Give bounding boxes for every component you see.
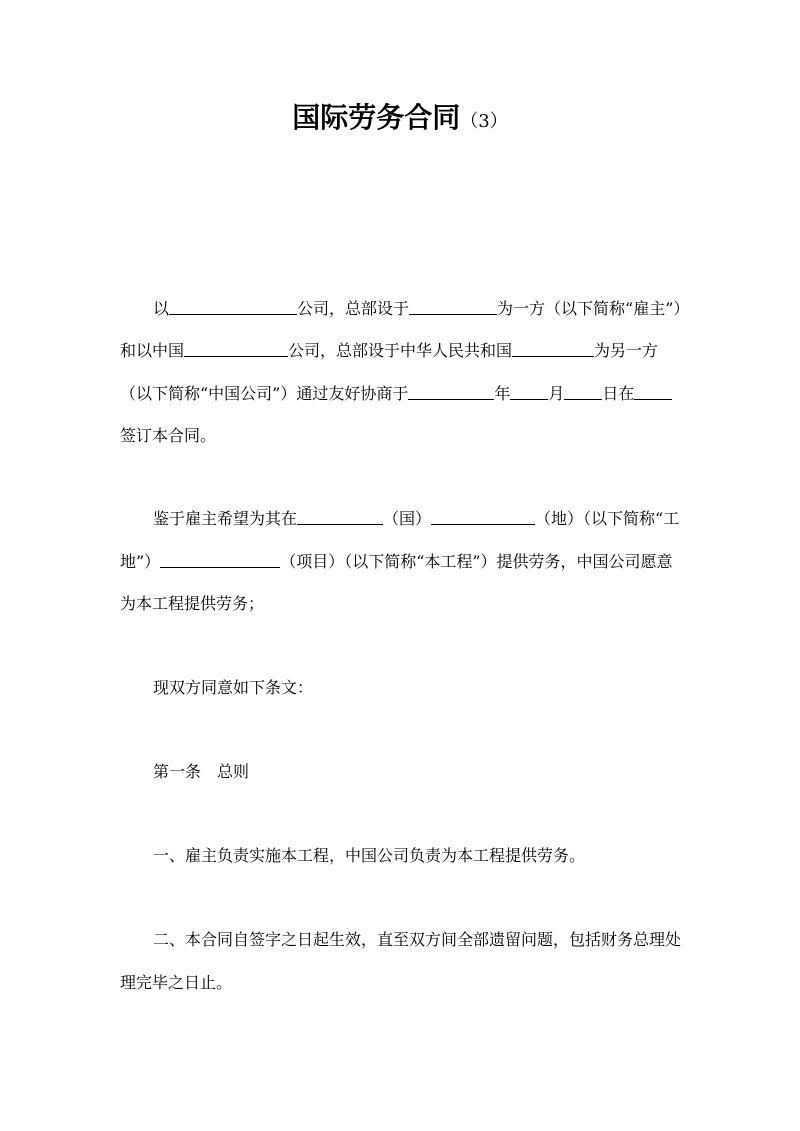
para3-line: 现双方同意如下条文： [153,678,314,697]
text-segment: 以 [153,299,170,318]
text-segment: 日在 [602,384,635,403]
text-segment: 和以中国 [120,341,185,360]
text-segment: 地”） [120,552,161,571]
para1-line3 [120,384,672,404]
blank-employer-company [169,300,297,315]
text-segment: 为一方（以下简称“雇主”） [497,299,690,318]
blank-country [297,510,383,525]
clause2-line2: 理完毕之日止。 [120,973,233,992]
document-title [0,96,800,136]
clause1-line: 一、雇主负责实施本工程，中国公司负责为本工程提供劳务。 [153,846,586,865]
text-segment: 鉴于雇主希望为其在 [153,509,298,528]
clause2-line1: 二、本合同自签字之日起生效，直至双方间全部遗留问题，包括财务总理处 [153,930,682,949]
text-segment: 年 [494,384,511,403]
blank-month [510,385,548,400]
para2-line3: 为本工程提供劳务； [120,594,265,613]
text-segment: （地）（以下简称“工 [535,509,680,528]
text-segment: （项目）（以下简称“本工程”）提供劳务，中国公司愿意 [280,552,673,571]
para1-line1 [153,299,689,319]
blank-day [564,385,602,400]
title-text: 国际劳务合同 [292,101,461,134]
article1-heading: 第一条 总则 [153,762,250,781]
para1-line4: 签订本合同。 [120,426,217,445]
text-segment: 为另一方 [594,341,659,360]
title-number: （3） [460,111,508,132]
blank-place [634,385,672,400]
blank-china-hq [512,342,594,357]
blank-year [408,385,494,400]
text-segment: 公司，总部设于 [297,299,410,318]
text-segment: 公司，总部设于中华人民共和国 [288,341,513,360]
para2-line2 [120,552,673,572]
blank-site [431,510,535,525]
para2-line1 [153,509,679,529]
text-segment: （以下简称“中国公司”）通过友好协商于 [120,384,409,403]
blank-project [160,553,280,568]
text-segment: 月 [548,384,565,403]
text-segment: （国） [383,509,432,528]
blank-chinese-company [184,342,288,357]
para1-line2 [120,341,658,361]
blank-employer-hq [409,300,497,315]
